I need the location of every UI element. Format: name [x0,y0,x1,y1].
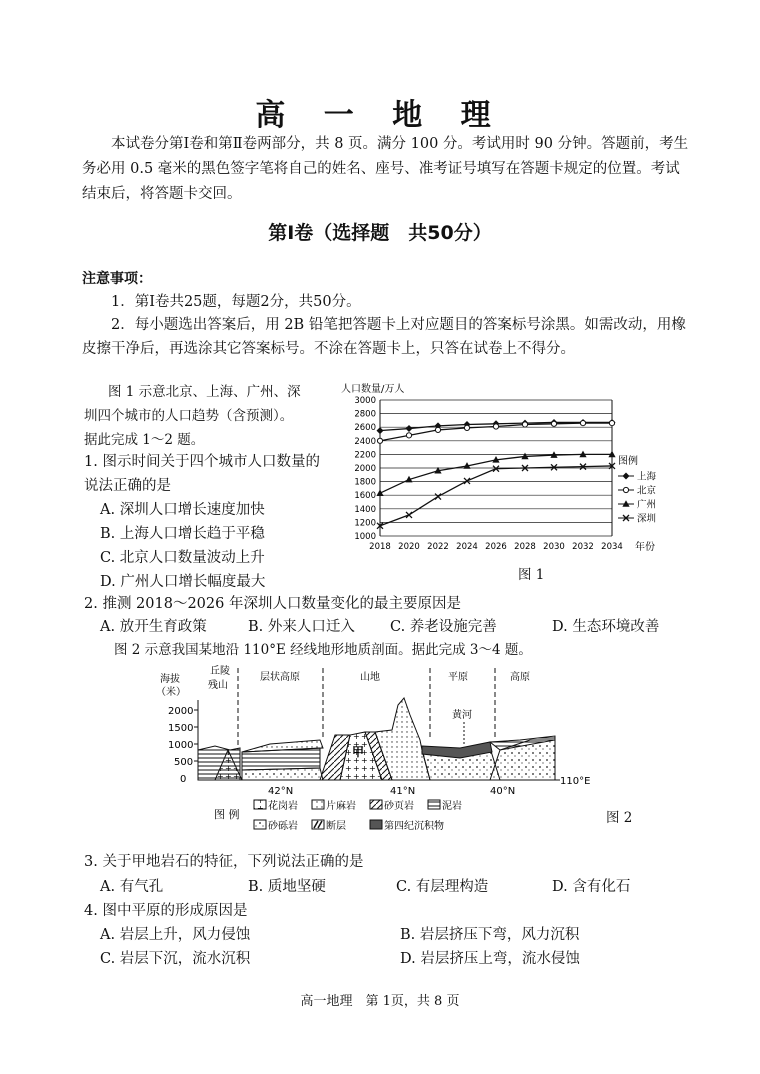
chart-xlabel: 年份 [635,542,655,553]
legend-granite: 花岗岩 [268,801,298,812]
q4-option-b[interactable]: B. 岩层挤压下弯，风力沉积 [400,927,580,943]
fig2-caption: 图 2 [606,810,633,826]
q1-stem-line1: 1. 图示时间关于四个城市人口数量的 [84,454,320,470]
xtick-2032: 2032 [572,542,594,552]
q1-stem-line2: 说法正确的是 [84,478,171,494]
q3-option-a[interactable]: A. 有气孔 [100,879,164,895]
q2-option-a[interactable]: A. 放开生育政策 [100,619,207,635]
legend-quaternary: 第四纪沉积物 [384,821,444,832]
point-深圳-2020 [406,512,412,518]
legend-sandgravel-swatch [254,820,266,829]
legend-label-深圳: 深圳 [637,513,657,525]
fig1-intro-line1: 图 1 示意北京、上海、广州、深 [108,384,301,400]
fig2-axis-label: 110°E [560,776,591,787]
point-深圳-2022 [435,494,441,500]
xtick-2026: 2026 [485,542,507,552]
q1-option-b[interactable]: B. 上海人口增长趋于平稳 [100,526,265,542]
ytick-2000: 2000 [354,464,376,474]
point-北京-2032 [580,421,585,426]
ytick-1800: 1800 [354,477,376,488]
region-mountain: 山地 [360,672,380,683]
region-qiuling: 丘陵 [210,666,230,677]
lat-40n: 40°N [490,786,516,797]
legend-label-上海: 上海 [637,471,657,483]
page-title: 高 一 地 理 [255,98,505,133]
point-北京-2022 [435,427,440,432]
q4-option-c[interactable]: C. 岩层下沉，流水沉积 [100,951,251,967]
region-plateau-layer: 层状高原 [260,672,300,683]
legend-sandshale-swatch [370,800,382,809]
point-北京-2028 [522,422,527,427]
ytick-1400: 1400 [354,504,376,515]
point-北京-2026 [493,424,498,429]
fig1-intro-line3: 据此完成 1～2 题。 [84,432,205,448]
legend-marker-北京 [623,487,628,492]
fig2-intro: 图 2 示意我国某地沿 110°E 经线地形地质剖面。据此完成 3～4 题。 [114,642,532,658]
fig1-caption: 图 1 [518,567,545,583]
fig2-geologic-section [156,660,633,838]
q3-stem: 3. 关于甲地岩石的特征，下列说法正确的是 [84,854,364,870]
region-canshan: 残山 [208,680,228,691]
region-plain: 平原 [448,672,468,683]
ytick-1000: 1000 [354,532,376,542]
q3-option-c[interactable]: C. 有层理构造 [396,879,489,895]
legend-sandshale: 砂页岩 [384,801,414,812]
q2-option-d[interactable]: D. 生态环境改善 [552,619,660,635]
xtick-2020: 2020 [398,542,420,552]
q3-option-b[interactable]: B. 质地坚硬 [248,879,326,895]
series-line-深圳 [380,466,612,526]
lat-41n: 41°N [390,786,416,797]
section-title: 第Ⅰ卷（选择题 共50分） [268,222,492,244]
fig1-intro-line2: 圳四个城市的人口趋势（含预测）。 [84,408,294,424]
q2-stem: 2. 推测 2018～2026 年深圳人口数量变化的最主要原因是 [84,596,461,612]
point-北京-2034 [609,421,614,426]
q1-option-d[interactable]: D. 广州人口增长幅度最大 [100,574,266,590]
legend-label-北京: 北京 [637,485,657,497]
page-footer: 高一地理 第 1页，共 8 页 [300,994,460,1009]
q2-option-c[interactable]: C. 养老设施完善 [390,619,497,635]
fig2-legend-heading: 图 例 [214,808,240,821]
label-jia: 甲 [352,745,365,759]
q4-option-a[interactable]: A. 岩层上升，风力侵蚀 [100,927,251,943]
legend-label-广州: 广州 [637,499,657,511]
notice-item-1: 1．第Ⅰ卷共25题，每题2分，共50分。 [111,294,361,310]
ytick-1200: 1200 [354,518,376,529]
xtick-2022: 2022 [427,542,449,552]
xtick-2028: 2028 [514,542,536,552]
fig2-ytick-1000: 1000 [168,740,194,751]
legend-title: 图例 [618,456,638,467]
point-北京-2030 [551,421,556,426]
xtick-2030: 2030 [543,542,565,552]
region-plateau: 高原 [510,672,530,683]
legend-marker-上海 [623,473,630,480]
xtick-2034: 2034 [601,542,623,552]
q4-stem: 4. 图中平原的形成原因是 [84,903,248,919]
xtick-2024: 2024 [456,542,478,552]
fig2-ylabel-1: 海拔 [160,674,180,685]
chart-ylabel: 人口数量/万人 [341,384,405,395]
legend-quaternary-swatch [370,820,382,829]
ytick-3000: 3000 [354,396,376,406]
ytick-2600: 2600 [354,423,376,434]
point-北京-2020 [406,433,411,438]
layer-sandgravel-plateau [242,768,323,780]
point-北京-2018 [377,438,382,443]
fig2-ytick-1500: 1500 [168,723,194,734]
legend-mudstone: 泥岩 [442,801,462,812]
legend-mudstone-swatch [428,800,440,809]
legend-granite-swatch [254,800,266,809]
ytick-2200: 2200 [354,450,376,461]
exam-intro: 本试卷分第Ⅰ卷和第Ⅱ卷两部分，共 8 页。满分 100 分。考试用时 90 分钟。答题前，考生务必用 0.5 毫米的黑色签字笔将自己的姓名、座号、准考证号填写在答题卡规定的位置。考试结束后，将答题卡交回。 [82,136,689,202]
fig2-ytick-500: 500 [174,757,194,768]
notice-heading: 注意事项： [82,271,152,287]
xtick-2018: 2018 [369,542,391,552]
legend-sandgravel: 砂砾岩 [268,821,298,832]
point-上海-2018 [377,427,384,434]
q2-option-b[interactable]: B. 外来人口迁入 [248,619,355,635]
q1-option-c[interactable]: C. 北京人口数量波动上升 [100,550,265,566]
ytick-1600: 1600 [354,491,376,502]
notice-item-2: 2．每小题选出答案后，用 2B 铅笔把答题卡上对应题目的答案标号涂黑。如需改动，用橡皮擦干净后，再选涂其它答案标号。不涂在答题卡上，只答在试卷上不得分。 [82,317,686,357]
q4-option-d[interactable]: D. 岩层挤压上弯，流水侵蚀 [400,951,580,967]
legend-fault: 断层 [326,821,346,832]
fig2-ytick-0: 0 [180,774,187,785]
point-上海-2020 [406,425,413,432]
legend-gneiss: 片麻岩 [326,801,356,812]
fig1-line-chart [335,378,665,578]
label-yellow-river: 黄河 [452,710,472,721]
q3-option-d[interactable]: D. 含有化石 [552,879,631,895]
point-深圳-2024 [464,478,470,484]
ytick-2800: 2800 [354,409,376,420]
ytick-2400: 2400 [354,436,376,447]
lat-42n: 42°N [268,786,294,797]
fig2-ylabel-2: （米） [156,687,186,698]
fig2-ytick-2000: 2000 [168,706,194,717]
q1-option-a[interactable]: A. 深圳人口增长速度加快 [100,502,265,518]
point-北京-2024 [464,425,469,430]
legend-gneiss-swatch [312,800,324,809]
